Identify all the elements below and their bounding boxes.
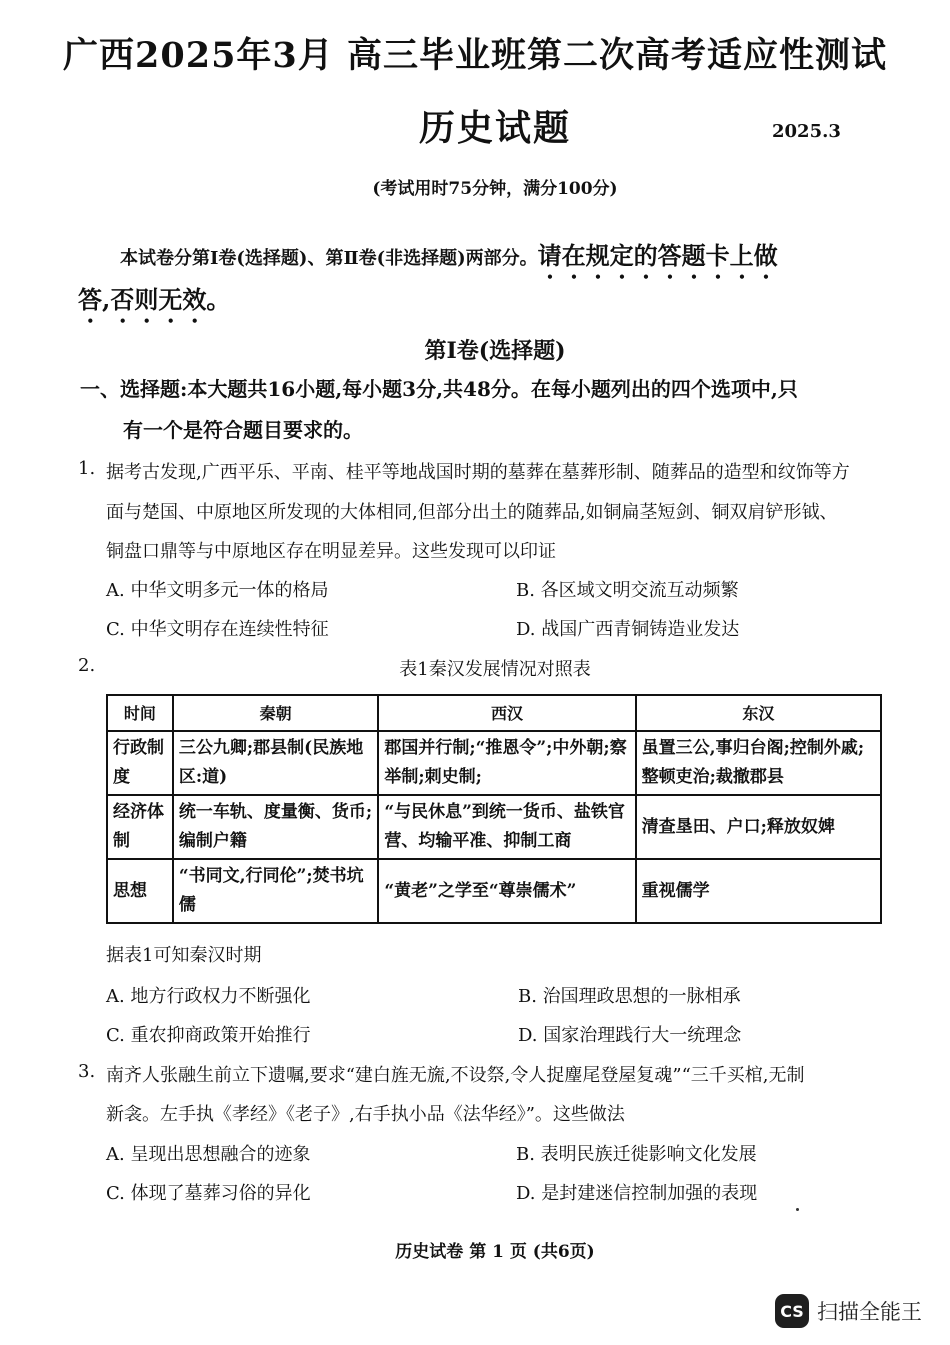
exam-duration: (考试用时75分钟，满分100分): [372, 179, 618, 199]
question-1-option-d: D. 战国广西青铜铸造业发达: [516, 619, 740, 640]
question-3-option-d: D. 是封建迷信控制加强的表现: [516, 1183, 758, 1204]
table-header-cell: 时间: [107, 695, 173, 731]
question-1-option-c: C. 中华文明存在连续性特征: [106, 619, 329, 640]
table-cell: 郡国并行制;“推恩令”;中外朝;察举制;刺史制;: [378, 731, 635, 795]
table-row: [107, 731, 881, 795]
table-header-cell: 东汉: [636, 695, 881, 731]
question-3-option-c: C. 体现了墓葬习俗的异化: [106, 1183, 311, 1204]
scan-speck: [796, 1208, 799, 1211]
question-1-line-1: 据考古发现,广西平乐、平南、桂平等地战国时期的墓葬在墓葬形制、随葬品的造型和纹饰等方: [106, 462, 850, 483]
question-2-stem: 据表1可知秦汉时期: [106, 945, 262, 966]
question-1-option-b: B. 各区域文明交流互动频繁: [516, 580, 739, 601]
intro-emphasis-1: 请在规定的答题卡上做: [537, 241, 778, 270]
watermark-text: 扫描全能王: [817, 1300, 922, 1324]
question-3-option-a: A. 呈现出思想融合的迹象: [106, 1144, 311, 1165]
table-row: [107, 859, 881, 923]
table-cell: 行政制度: [107, 731, 173, 795]
camscanner-logo-icon: CS: [775, 1294, 809, 1328]
intro-emphasis-2: 答,否则无效。: [78, 285, 231, 314]
question-2-number: 2.: [78, 655, 96, 676]
table-cell: 经济体制: [107, 795, 173, 859]
table-header-cell: 秦朝: [173, 695, 378, 731]
subject-title: 历史试题: [418, 107, 571, 149]
section-title: 第Ⅰ卷(选择题): [424, 338, 566, 364]
exam-title: 广西2025年3月 高三毕业班第二次高考适应性测试: [63, 35, 887, 76]
table-header-cell: 西汉: [378, 695, 635, 731]
table-cell: “与民休息”到统一货币、盐铁官营、均输平准、抑制工商: [378, 795, 635, 859]
question-3-option-b: B. 表明民族迁徙影响文化发展: [516, 1144, 757, 1165]
scanner-watermark: [775, 1294, 922, 1328]
question-2-option-d: D. 国家治理践行大一统理念: [518, 1025, 742, 1046]
table-cell: “黄老”之学至“尊崇儒术”: [378, 859, 635, 923]
question-2-option-a: A. 地方行政权力不断强化: [106, 986, 311, 1007]
table-cell: 思想: [107, 859, 173, 923]
table-caption: 表1秦汉发展情况对照表: [399, 659, 591, 680]
question-1-line-2: 面与楚国、中原地区所发现的大体相同,但部分出土的随葬品,如铜扁茎短剑、铜双肩铲形钺、: [106, 502, 838, 523]
question-2-option-c: C. 重农抑商政策开始推行: [106, 1025, 311, 1046]
section-instructions-line-2: 有一个是符合题目要求的。: [123, 418, 363, 442]
page-footer: 历史试卷 第 1 页 (共6页): [395, 1242, 595, 1262]
exam-date: 2025.3: [772, 121, 841, 142]
comparison-table: [106, 694, 882, 924]
table-cell: 清查垦田、户口;释放奴婢: [636, 795, 881, 859]
question-1-line-3: 铜盘口鼎等与中原地区存在明显差异。这些发现可以印证: [106, 541, 556, 562]
question-3-line-1: 南齐人张融生前立下遗嘱,要求“建白旌无旒,不设祭,令人捉麈尾登屋复魂”“三千买棺,无制: [106, 1065, 805, 1086]
table-cell: 三公九卿;郡县制(民族地区:道): [173, 731, 378, 795]
table-cell: “书同文,行同伦”;焚书坑儒: [173, 859, 378, 923]
question-1-option-a: A. 中华文明多元一体的格局: [106, 580, 329, 601]
intro-line-1: [120, 236, 778, 284]
question-3-number: 3.: [78, 1061, 96, 1082]
question-2-option-b: B. 治国理政思想的一脉相承: [518, 986, 741, 1007]
intro-text: 本试卷分第Ⅰ卷(选择题)、第Ⅱ卷(非选择题)两部分。: [120, 248, 538, 269]
table-cell: 虽置三公,事归台阁;控制外戚;整顿吏治;裁撤郡县: [636, 731, 881, 795]
question-1-number: 1.: [78, 458, 96, 479]
question-3-line-2: 新衾。左手执《孝经》《老子》,右手执小品《法华经》”。这些做法: [106, 1104, 625, 1125]
table-cell: 重视儒学: [636, 859, 881, 923]
table-cell: 统一车轨、度量衡、货币;编制户籍: [173, 795, 378, 859]
section-instructions-line-1: 一、选择题:本大题共16小题,每小题3分,共48分。在每小题列出的四个选项中,只: [80, 377, 798, 401]
table-row: [107, 795, 881, 859]
table-header-row: [107, 695, 881, 731]
